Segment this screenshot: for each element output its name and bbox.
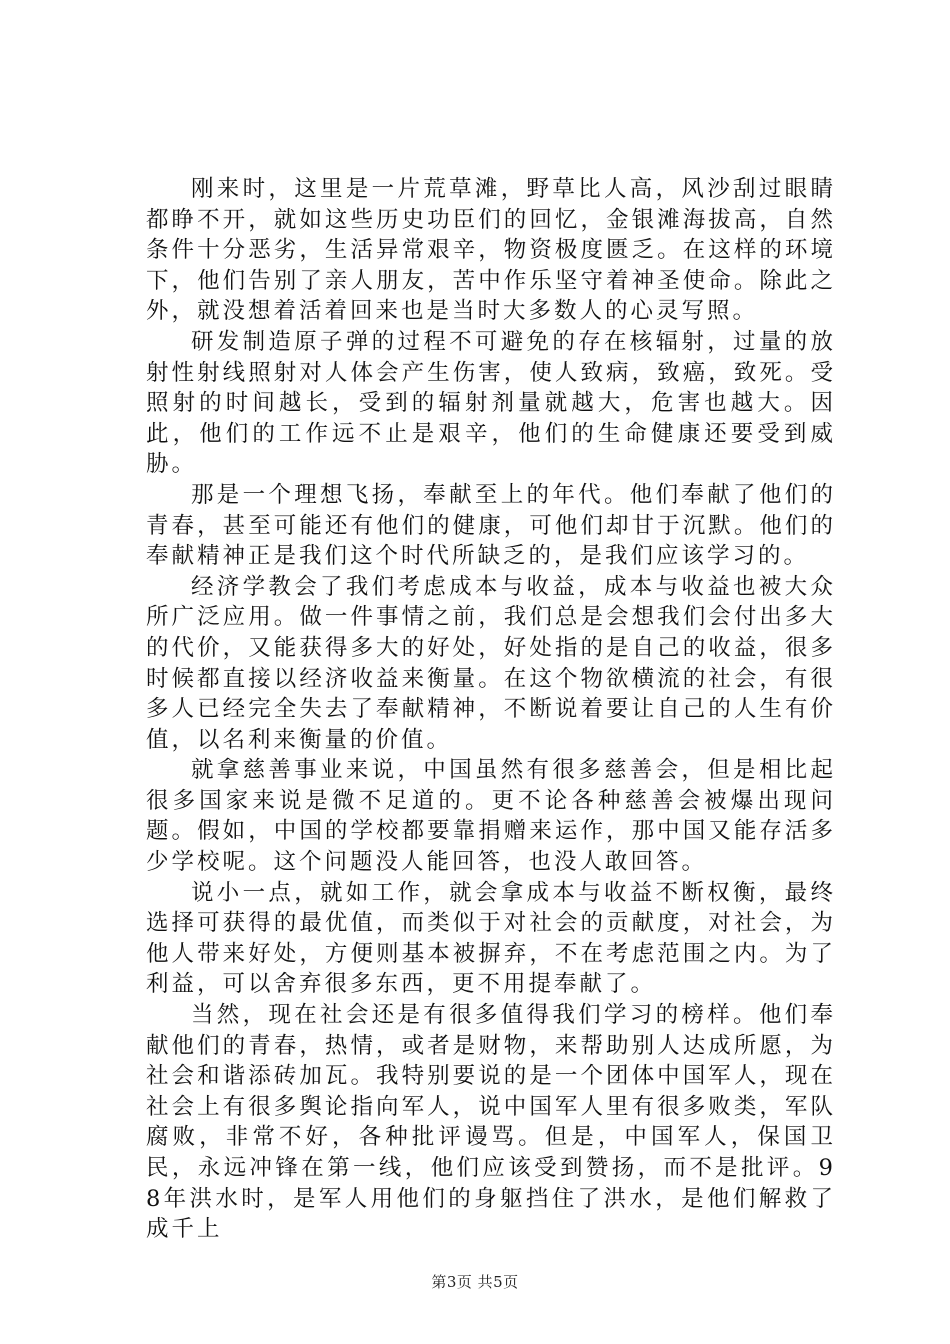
paragraph: 研发制造原子弹的过程不可避免的存在核辐射，过量的放射性射线照射对人体会产生伤害，使人致病，致癌，致死。受照射的时间越长，受到的辐射剂量就越大，危害也越大。因此，他们的工作远不止是艰辛，他们的生命健康还要受到威胁。	[146, 328, 836, 478]
paragraph: 当然，现在社会还是有很多值得我们学习的榜样。他们奉献他们的青春，热情，或者是财物，来帮助别人达成所愿，为社会和谐添砖加瓦。我特别要说的是一个团体中国军人，现在社会上有很多舆论指向军人，说中国军人里有很多败类，军队腐败，非常不好，各种批评谩骂。但是，中国军人，保国卫民，永远冲锋在第一线，他们应该受到赞扬，而不是批评。98年洪水时，是军人用他们的身躯挡住了洪水，是他们解救了成千上	[146, 1002, 836, 1243]
paragraph: 就拿慈善事业来说，中国虽然有很多慈善会，但是相比起很多国家来说是微不足道的。更不论各种慈善会被爆出现问题。假如，中国的学校都要靠捐赠来运作，那中国又能存活多少学校呢。这个问题没人能回答，也没人敢回答。	[146, 757, 836, 876]
paragraph: 那是一个理想飞扬，奉献至上的年代。他们奉献了他们的青春，甚至可能还有他们的健康，可他们却甘于沉默。他们的奉献精神正是我们这个时代所缺乏的，是我们应该学习的。	[146, 481, 836, 570]
body-text	[146, 174, 836, 1245]
paragraph: 说小一点，就如工作，就会拿成本与收益不断权衡，最终选择可获得的最优值，而类似于对社会的贡献度，对社会，为他人带来好处，方便则基本被摒弃，不在考虑范围之内。为了利益，可以舍弃很多东西，更不用提奉献了。	[146, 879, 836, 998]
page-number-footer: 第3页 共5页	[431, 1273, 519, 1291]
paragraph: 经济学教会了我们考虑成本与收益，成本与收益也被大众所广泛应用。做一件事情之前，我们总是会想我们会付出多大的代价，又能获得多大的好处，好处指的是自己的收益，很多时候都直接以经济收益来衡量。在这个物欲横流的社会，有很多人已经完全失去了奉献精神，不断说着要让自己的人生有价值，以名利来衡量的价值。	[146, 573, 836, 753]
paragraph: 刚来时，这里是一片荒草滩，野草比人高，风沙刮过眼睛都睁不开，就如这些历史功臣们的回忆，金银滩海拔高，自然条件十分恶劣，生活异常艰辛，物资极度匮乏。在这样的环境下，他们告别了亲人朋友，苦中作乐坚守着神圣使命。除此之外，就没想着活着回来也是当时大多数人的心灵写照。	[146, 176, 836, 325]
